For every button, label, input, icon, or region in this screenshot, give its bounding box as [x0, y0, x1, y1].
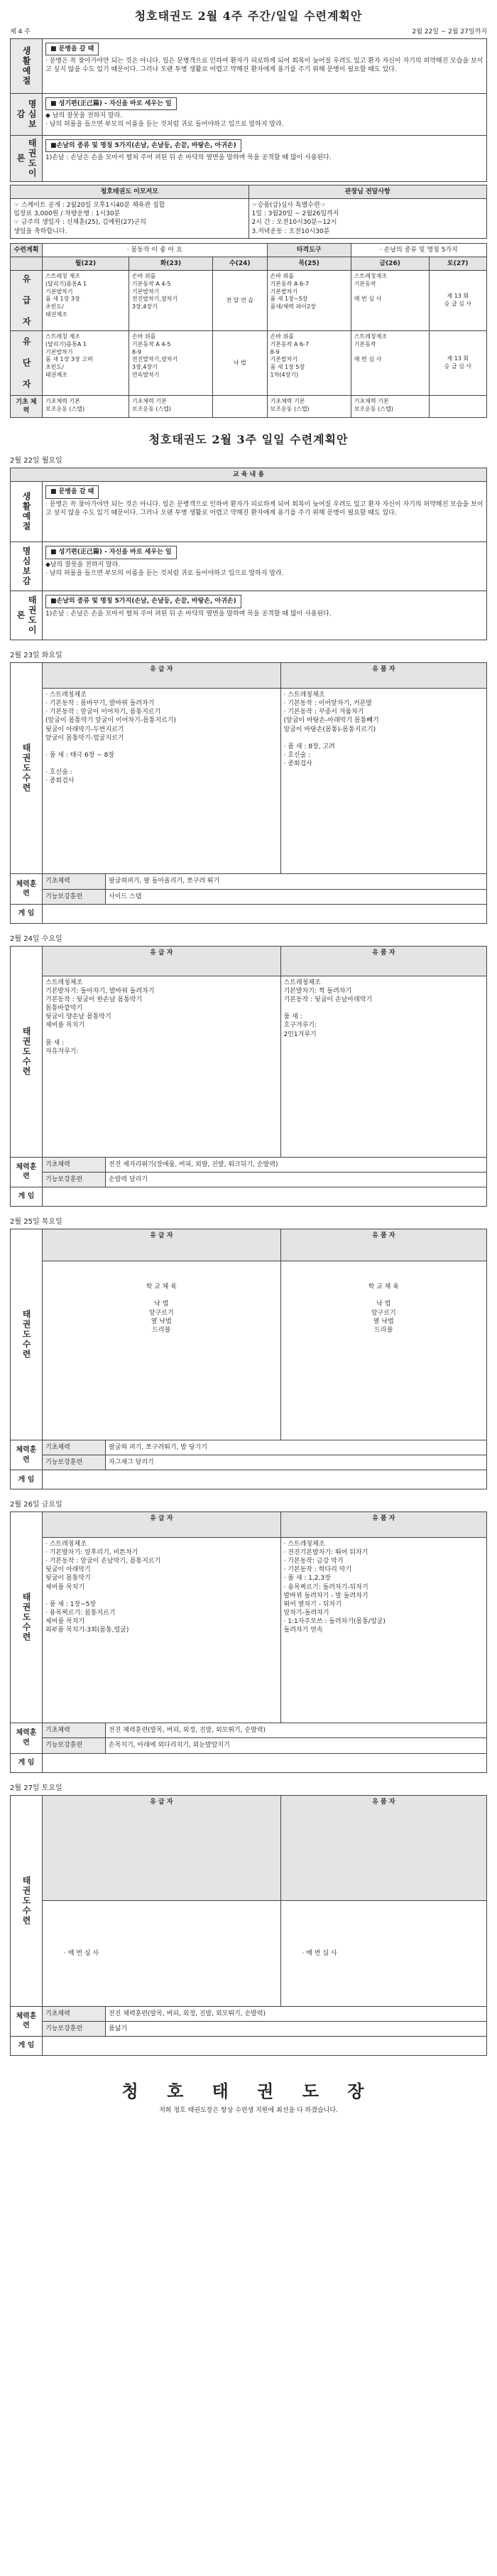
right-plan: · 스트레칭체조 · 기본동작 : 이어앞차기, 커른발 · 기본동작 : 꾸중서 겨룸차기 (앞굽이 바탕손-아래막기 몸통빼기 앞굽이 바탕손(몸통)-몸통지르기) · 품 새 : 8장, 고려 · 호신술 : · 종회검사 [280, 689, 487, 874]
side-label: 게 임 [11, 1470, 43, 1489]
schedule-cell: 손바 위를 기본동작 A 6-7 8-9 기본발차기 품 새 1장 5장 1차(4장기) [267, 330, 351, 395]
left-plan: 스트레칭체조 기본발차기: 돌아차기, 발바꿔 돌려차기 기본동작 : 뒷굽이 한손날 몸통막기 몸통바깥막기 뒷굽이 양손날 몸통막기 제비품 목치기 품 새 : 자유겨루기: [43, 976, 281, 1157]
side-label: 명심보감 [11, 542, 43, 591]
day-date: 2월 26일 금요일 [10, 1501, 62, 1509]
side-label: 태권도수련 [11, 946, 43, 1157]
side-label: 체력훈련 [11, 2006, 43, 2036]
mid-label: 타격도구 [267, 243, 351, 257]
side-label: 태권도수련 [11, 1512, 43, 1723]
footer-title: 청 호 태 권 도 장 [121, 2080, 376, 2101]
schedule-cell: 스트레칭 체조 (달리기)몸통A 1 기본발차기 품 새 1장 3장 초빈도/ 태권체조 [43, 270, 129, 330]
day-date: 2월 24일 수요일 [10, 934, 62, 943]
schedule-cell: 손바 위를 기본동작 A 6-7 기본발차기 품 새 1장~5장 품새/체력 파이2장 [267, 270, 351, 330]
date-range: 2월 22일 ~ 2월 27일까지 [412, 28, 487, 36]
game-cell [43, 1470, 487, 1489]
week-label: 제 4 주 [10, 28, 31, 36]
edu-heading: ■손날의 종류 및 명칭 5가지(손날, 손날등, 손끝, 바탕손, 아귀손) [45, 595, 241, 608]
fit-a-text: 팔굽혀펴기, 팔 돌아올리기, 쪼구려 뛰기 [109, 878, 220, 885]
side-label: 체력훈련 [11, 874, 43, 904]
col-right-header: 유 품 자 [280, 663, 487, 689]
fit-a-label: 기초체력 [43, 1723, 106, 1737]
day-header: 화(23) [129, 257, 212, 270]
fit-a-label: 기초체력 [43, 1158, 106, 1172]
fit-b-text: 순발력 달리기 [109, 1175, 148, 1183]
right-plan: 학 교 체 육 낙 법 앞구르기 옆 낙법 드리블 [280, 1261, 487, 1440]
mid-label: · 몸동작 이 좋 아 요 [43, 243, 268, 257]
col-left-header: 유 급 자 [43, 1512, 281, 1538]
left-plan: · 스트레칭체조 · 기본발차기: 앞후리기, 비튼차기 · 기본동작 : 앞굽이 손날막기, 몸통지르기 뒷굽이 아래막기 뒷굽이 몸통막기 제비품 목치기 · 품 새 : 1장~5장 · 용목찌르기: 몸통지르기 제비품 목치기 외부품 목치기-3회(몸통,얼굴) [43, 1537, 281, 1723]
day-header-blank [11, 257, 43, 270]
fit-b-label: 기능보강훈련 [43, 1455, 106, 1470]
side-label: 태권도이론 [11, 136, 43, 182]
footer-subtitle: 저희 청호 태권도장은 항상 수련생 지원에 최선을 다 하겠습니다. [159, 2106, 338, 2114]
edu-cell [43, 94, 487, 136]
edu-body: 1)손날 : 손날은 손을 모아서 펼쳐 주어 펴된 뒤 손 바닥의 옆면을 말하며 목을 공격할 때 많이 사용된다. [45, 610, 332, 618]
fit-a-label: 기초체력 [43, 1440, 106, 1455]
page [0, 7, 497, 2114]
edu-body: ◆ 남의 잘못을 전하지 말라. · 남의 허물을 들으면 부모의 이름을 듣는 것처럼 귀로 들어야하고 입으로 말하지 말라. [45, 112, 284, 129]
fit-b-label: 기능보강훈련 [43, 1738, 106, 1752]
edu-heading: ■ 성기편(正己篇) - 자신을 바로 세우는 일 [45, 97, 177, 110]
schedule-cell: 손바 위를 기본동작 A 4-5 기본발차기 전진발차기,옆차기 3장,4장기 [129, 270, 212, 330]
side-label: 기초 체력 [11, 395, 43, 417]
left-plan: 학 교 체 육 낙 법 앞구르기 옆 낙법 드리블 [43, 1261, 281, 1440]
notice-right: ☞승품(급)심사 특별수련☞ 1일 : 3월20일 ~ 2월26일까지 2시 간 : 오전10시30분~12시 3.저녁운동 : 오전10시30분 [248, 199, 487, 239]
game-cell [43, 1753, 487, 1772]
side-label: 체력훈련 [11, 1157, 43, 1187]
side-label: 태권도이론 [11, 591, 43, 640]
schedule-cell: 제 13 회 승 급 심 사 [429, 270, 486, 330]
schedule-row [11, 395, 487, 417]
side-label: 생활예절 [11, 482, 43, 542]
schedule-cell: 전 달 연 습 [212, 270, 267, 330]
game-cell [43, 1187, 487, 1206]
day-header: 수(24) [212, 257, 267, 270]
right-plan: · 매 번 심 사 [280, 1901, 487, 2007]
game-cell [43, 2036, 487, 2055]
side-label: 태권도수련 [11, 1795, 43, 2006]
day-table [10, 946, 487, 1207]
fit-b-text: 자그재그 달리기 [109, 1459, 154, 1467]
schedule-cell [429, 395, 486, 417]
schedule-cell: 스트레칭체조 기본동작 매 번 심 사 [351, 270, 429, 330]
mid-label: 수련계획 [11, 243, 43, 257]
right-plan: · 스트레칭체조 · 전진기본발차기: 뛰어 뒤차기 · 기본동작: 금강 막기 · 기본동작 : 학다리 막기 · 품 새 : 1,2,3장 · 용목찌르기: 돌려차기-뒤차기 발바뀌 돌려차기 - 발 돌려차기 뛰어 옆차기 - 뒤차기 앞차기-돌려차기 · 1:1자주모쓰 : 돌려차기(몸통/얼굴) 돌려차기 연속 [280, 1537, 487, 1723]
col-right-header: 유 품 자 [280, 946, 487, 976]
side-label: 생활예절 [11, 39, 43, 94]
fit-a-text: 전진 체력훈련(발목, 버피, 외정, 진발, 외모뛰기, 순발력) [109, 2010, 266, 2017]
edu-cell [43, 136, 487, 182]
fit-b-label: 기능보강훈련 [43, 2022, 106, 2036]
day-table [10, 1229, 487, 1489]
day-date: 2월 27일 토요일 [10, 1784, 62, 1792]
side-label: 게 임 [11, 1187, 43, 1206]
weekly-schedule-table [10, 243, 487, 419]
side-label: 체력훈련 [11, 1723, 43, 1753]
edu-heading: ■ 문병을 갈 때 [45, 43, 99, 55]
right-plan: 스트레칭체조 기본발차기: 찍 돌려차기 기본동작 : 뒷굽이 손날아래막기 품 새 : 호구겨루기: 2인1겨루기 [280, 976, 487, 1157]
edu-cell [43, 542, 487, 591]
day-block [0, 649, 497, 923]
side-label: 게 임 [11, 1753, 43, 1772]
side-label: 유 단 자 [11, 330, 43, 395]
side-label: 태권도수련 [11, 663, 43, 874]
fit-a-label: 기초체력 [43, 874, 106, 888]
day-header: 금(26) [351, 257, 429, 270]
col-left-header: 유 급 자 [43, 1229, 281, 1261]
day-block [0, 1498, 497, 1772]
fit-a-label: 기초체력 [43, 2007, 106, 2021]
edu-cell [43, 39, 487, 94]
schedule-cell [212, 395, 267, 417]
schedule-cell: 기초체력 기본 보조운동 (스텝) [267, 395, 351, 417]
notice-right-title: 관장님 전달사항 [248, 185, 487, 199]
weekly-edu-row [11, 136, 487, 182]
game-cell [43, 904, 487, 923]
fit-b-label: 기능보강훈련 [43, 1173, 106, 1187]
side-label: 게 임 [11, 2036, 43, 2055]
mid-label: · 손날의 종류 및 명칭 5가지 [351, 243, 486, 257]
schedule-row [11, 330, 487, 395]
weekly-edu-table [10, 38, 487, 182]
fit-a-text: 팔굽혀 펴기, 쪼구려뛰기, 발 당기기 [109, 1443, 207, 1451]
day-block [0, 1215, 497, 1489]
schedule-cell: 기초체력 기본 보조운동 (스텝) [129, 395, 212, 417]
notice-left: ☞ 스케이트 공개 : 2월20일 오후1시40분 체육관 집합 입장료 3,000원 / 차량운행 : 1시30분 ☞ 금주의 생일자 : 신채훈(25), 김예원(27)군의 생일을 축하합니다. [11, 199, 249, 239]
day-table [10, 1511, 487, 1772]
schedule-cell: 기초체력 기본 보조운동 (스텝) [43, 395, 129, 417]
schedule-cell: 스트레칭 체조 (달리기)몸통A 1 기본발차기 품 새 1장 3장 고려 초빈도/ 태권체조 [43, 330, 129, 395]
schedule-row [11, 270, 487, 330]
fit-b-label: 기능보강훈련 [43, 890, 106, 904]
daily-title: 청호태권도 2월 3주 일일 수련계획안 [148, 433, 349, 447]
daily-edu-row [11, 591, 487, 640]
weekly-notice-table [10, 185, 487, 239]
fit-a-text: 전진 체력훈련(발목, 버피, 외정, 진발, 외모뛰기, 순발력) [109, 1727, 266, 1735]
edu-body: 1)손날 : 손날은 손을 모아서 펼쳐 주어 펴된 뒤 손 바닥의 옆면을 말하며 목을 공격할 때 많이 사용된다. [45, 154, 332, 162]
daily-edu-row [11, 542, 487, 591]
edu-body: · 문병은 꼭 찾아가야만 되는 것은 아니다. 일은 문병객으로 인하여 환자가 피로하게 되어 회복이 늦어질 우려도 있고 환자 자신이 자기의 허약해진 모습을 보이고 싶지 않을 수도 있기 때문이다. 그러나 오랜 투병 생활로 어렵고 약해진 환자에게 용기를 주기 위해 문병이 필요할 때도 있다. [45, 500, 484, 517]
edu-body: ◆남의 잘못을 전하지 말라. · 남의 허물을 들으면 부모의 이름을 듣는 것처럼 귀로 들어야하고 입으로 말하지 말라. [45, 561, 284, 577]
day-header: 월(22) [43, 257, 129, 270]
left-plan: · 스트레칭체조 · 기본동작 : 몸바꾸기, 발바꿔 돌려차기 · 기본동작 : 앞굽이 이어차기, 몸통지르기 (앞굽이 몸통막기 앞굽이 이어차기-몸통지르기) 뒷굽이 아래막기-두번지르기 앞굽이 몸통막기-얼굴지르기 · 품 새 : 태극 6장 ~ 8장 · 호신술 : · 종회검사 [43, 689, 281, 874]
weekly-title: 청호태권도 2월 4주 주간/일일 수련계획안 [134, 9, 363, 23]
side-label: 게 임 [11, 904, 43, 923]
schedule-cell: 기초체력 기본 보조운동 (스텝) [351, 395, 429, 417]
side-label: 유 급 자 [11, 270, 43, 330]
schedule-cell: 스트레칭체조 기본동작 매 번 심 사 [351, 330, 429, 395]
day-header: 토(27) [429, 257, 486, 270]
col-left-header: 유 급 자 [43, 1795, 281, 1901]
col-left-header: 유 급 자 [43, 946, 281, 976]
day-table [10, 662, 487, 923]
col-right-header: 유 품 자 [280, 1229, 487, 1261]
left-plan: · 매 번 심 사 [43, 1901, 281, 2007]
day-blocks [0, 649, 497, 2055]
day-block [0, 932, 497, 1207]
day-date: 2월 25일 목요일 [10, 1217, 62, 1226]
weekly-edu-row [11, 94, 487, 136]
fit-b-text: 품넓기 [109, 2025, 128, 2032]
edu-heading: ■ 성기편(正己篇) - 자신을 바로 세우는 일 [45, 546, 177, 559]
side-label: 태권도수련 [11, 1229, 43, 1440]
day-block [0, 1782, 497, 2056]
fit-b-text: 사이드 스텝 [109, 893, 142, 900]
edu-body: · 문병은 꼭 찾아가야만 되는 것은 아니다. 일은 문병객으로 인하여 환자가 피로하게 되어 회복이 늦어질 우려도 있고 환자 자신이 자기의 허약해진 모습을 보이고 싶지 않을 수도 있기 때문이다. 그러나 오랜 투병 생활로 어렵고 약해진 환자에게 용기를 주기 위해 문병이 필요할 때도 있다. [45, 58, 484, 74]
col-right-header: 유 품 자 [280, 1795, 487, 1901]
edu-heading: ■손날의 종류 및 명칭 5가지(손날, 손날등, 손끝, 바탕손, 아귀손) [45, 139, 241, 152]
daily-edu-row [11, 482, 487, 542]
day-date: 2월 23일 화요일 [10, 652, 62, 660]
edu-header: 교 육 내 용 [11, 468, 487, 482]
side-label: 체력훈련 [11, 1440, 43, 1470]
weekly-header-row [0, 26, 497, 36]
edu-cell [43, 482, 487, 542]
schedule-cell: 제 13 회 승 급 심 사 [429, 330, 486, 395]
daily-edu-table [10, 468, 487, 640]
fit-b-text: 손목치기, 아래에 외다리치기, 외눈발알치기 [109, 1742, 230, 1750]
edu-cell [43, 591, 487, 640]
edu-heading: ■ 문병을 갈 때 [45, 485, 99, 498]
col-left-header: 유 급 자 [43, 663, 281, 689]
day-date: 2월 22일 월요일 [10, 457, 62, 465]
day-table [10, 1795, 487, 2056]
day-header: 목(25) [267, 257, 351, 270]
col-right-header: 유 품 자 [280, 1512, 487, 1538]
schedule-cell: 낙 법 [212, 330, 267, 395]
weekly-edu-row [11, 39, 487, 94]
schedule-cell: 손바 위를 기본동작 A 4-5 8-9 전진발차기,옆차기 3장,4장기 연속발차기 [129, 330, 212, 395]
notice-left-title: 청호태권도 이모저모 [11, 185, 249, 199]
side-label: 명심보감 [11, 94, 43, 136]
fit-a-text: 전진 제자리뛰기(장애물, 버피, 외팔, 진발, 워크뒤기, 순발력) [109, 1160, 278, 1168]
